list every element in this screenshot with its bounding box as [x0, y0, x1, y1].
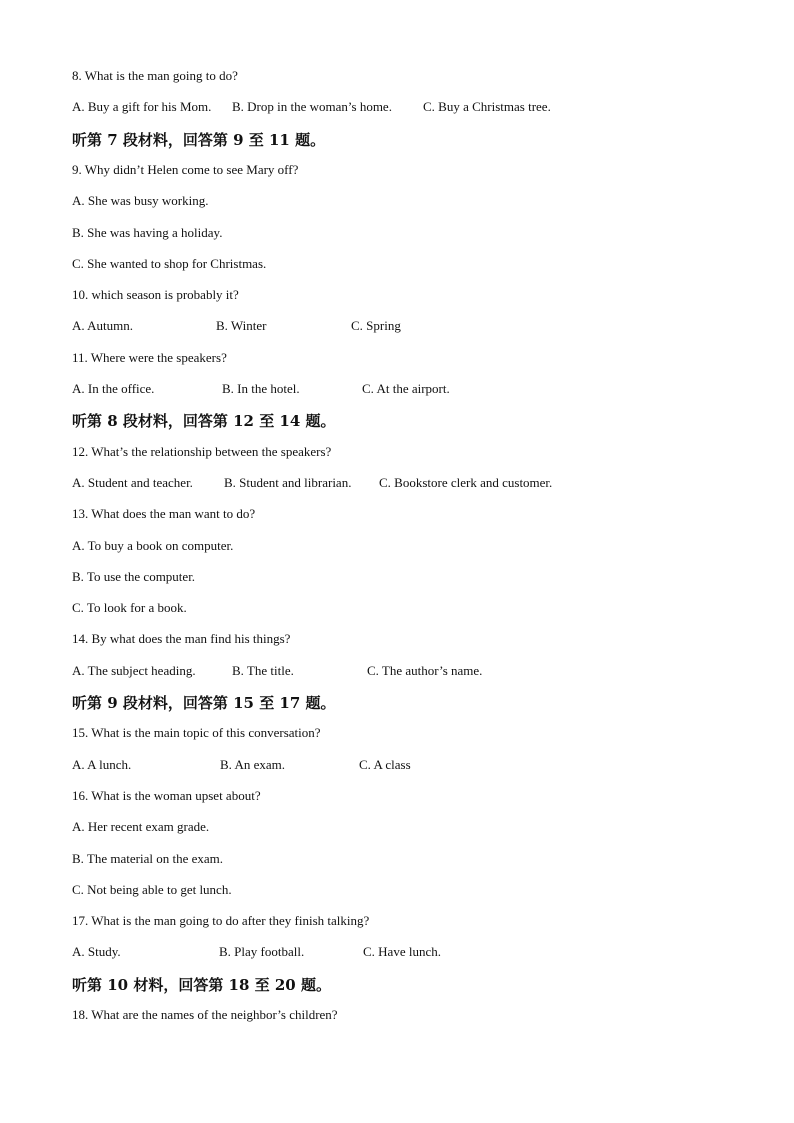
- option-b: B. In the hotel.: [222, 381, 300, 396]
- option-b: B. The title.: [232, 662, 294, 678]
- option-a: A. Autumn.: [72, 318, 134, 334]
- option-a: A. In the office.: [72, 381, 155, 396]
- option-a: A. Study.: [72, 944, 121, 960]
- option-c: C. The author’s name.: [367, 662, 483, 678]
- question-line: B. She was having a holiday.: [72, 224, 223, 240]
- question-line: A. She was busy working.: [72, 193, 209, 209]
- option-c: C. A class: [359, 756, 411, 772]
- question-line: 12. What’s the relationship between the speakers?: [72, 443, 332, 459]
- option-a: A. Student and teacher.: [72, 474, 193, 490]
- section-heading: 听第 7 段材料，回答第 9 至 11 题。: [72, 130, 326, 149]
- option-c: C. Spring: [351, 318, 401, 334]
- section-heading: 听第 9 段材料，回答第 15 至 17 题。: [72, 694, 336, 712]
- option-c: C. Buy a Christmas tree.: [423, 99, 551, 115]
- question-line: 15. What is the main topic of this conversation?: [72, 725, 321, 741]
- option-b: B. Play football.: [219, 944, 305, 960]
- option-c: C. Bookstore clerk and customer.: [379, 474, 553, 490]
- option-c: C. Have lunch.: [363, 944, 441, 960]
- question-line: 9. Why didn’t Helen come to see Mary off?: [72, 161, 299, 177]
- question-line: C. To look for a book.: [72, 600, 187, 616]
- option-a: A. Buy a gift for his Mom.: [72, 99, 212, 115]
- question-line: C. She wanted to shop for Christmas.: [72, 255, 267, 271]
- question-line: 11. Where were the speakers?: [72, 349, 227, 365]
- question-line: 18. What are the names of the neighbor’s children?: [72, 1007, 338, 1022]
- question-line: 16. What is the woman upset about?: [72, 787, 261, 803]
- question-line: A. To buy a book on computer.: [72, 537, 234, 553]
- option-a: A. A lunch.: [72, 756, 132, 772]
- question-line: 14. By what does the man find his things?: [72, 631, 291, 647]
- section-heading: 听第 8 段材料，回答第 12 至 14 题。: [72, 412, 336, 431]
- option-a: A. The subject heading.: [72, 662, 196, 678]
- question-line: 13. What does the man want to do?: [72, 506, 256, 522]
- question-line: 17. What is the man going to do after they finish talking?: [72, 913, 370, 929]
- question-line: C. Not being able to get lunch.: [72, 881, 232, 897]
- question-line: B. To use the computer.: [72, 568, 196, 584]
- option-c: C. At the airport.: [362, 381, 450, 396]
- section-heading: 听第 10 材料，回答第 18 至 20 题。: [72, 975, 331, 994]
- question-line: 8. What is the man going to do?: [72, 68, 238, 83]
- question-line: 10. which season is probably it?: [72, 287, 239, 303]
- question-line: A. Her recent exam grade.: [72, 819, 210, 835]
- option-b: B. Drop in the woman’s home.: [232, 99, 392, 115]
- option-b: B. An exam.: [220, 756, 285, 772]
- question-line: B. The material on the exam.: [72, 850, 224, 866]
- option-b: B. Student and librarian.: [224, 474, 352, 490]
- option-b: B. Winter: [216, 318, 267, 334]
